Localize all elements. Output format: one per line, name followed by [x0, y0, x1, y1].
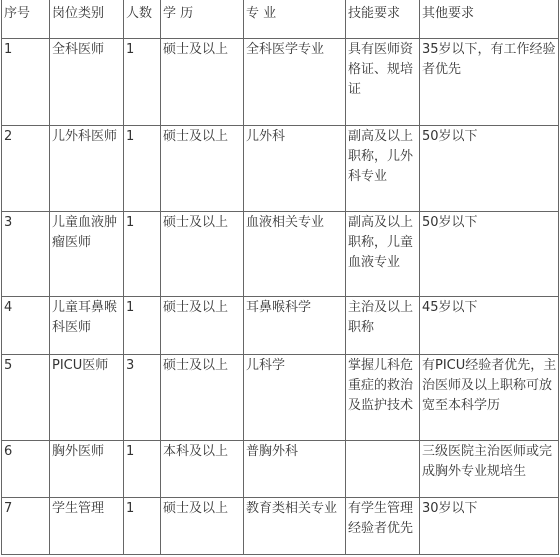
table-row — [2, 39, 559, 126]
recruitment-table — [1, 0, 559, 555]
cell-other: 45岁以下 — [420, 297, 559, 355]
cell-other: 50岁以下 — [420, 212, 559, 297]
cell-major: 耳鼻喉科学 — [244, 297, 346, 355]
cell-seq: 1 — [2, 39, 50, 126]
header-major: 专 业 — [244, 0, 346, 39]
table-row — [2, 498, 559, 555]
cell-skill — [346, 441, 420, 498]
cell-seq: 4 — [2, 297, 50, 355]
table-row — [2, 126, 559, 212]
cell-major: 普胸外科 — [244, 441, 346, 498]
cell-skill: 副高及以上职称，儿外科专业 — [346, 126, 420, 212]
cell-count: 1 — [124, 498, 161, 555]
cell-skill: 副高及以上职称，儿童血液专业 — [346, 212, 420, 297]
cell-edu: 硕士及以上 — [161, 355, 244, 441]
cell-post: 学生管理 — [50, 498, 124, 555]
header-edu: 学 历 — [161, 0, 244, 39]
header-skill: 技能要求 — [346, 0, 420, 39]
table-row — [2, 441, 559, 498]
cell-other: 50岁以下 — [420, 126, 559, 212]
cell-seq: 6 — [2, 441, 50, 498]
cell-major: 血液相关专业 — [244, 212, 346, 297]
cell-count: 1 — [124, 126, 161, 212]
cell-other: 35岁以下，有工作经验者优先 — [420, 39, 559, 126]
cell-seq: 3 — [2, 212, 50, 297]
cell-edu: 硕士及以上 — [161, 39, 244, 126]
cell-major: 儿外科 — [244, 126, 346, 212]
table-row — [2, 297, 559, 355]
cell-skill: 掌握儿科危重症的救治及监护技术 — [346, 355, 420, 441]
cell-skill: 有学生管理经验者优先 — [346, 498, 420, 555]
header-count: 人数 — [124, 0, 161, 39]
cell-major: 儿科学 — [244, 355, 346, 441]
header-post: 岗位类别 — [50, 0, 124, 39]
cell-other: 三级医院主治医师或完成胸外专业规培生 — [420, 441, 559, 498]
cell-post: 胸外医师 — [50, 441, 124, 498]
cell-count: 1 — [124, 212, 161, 297]
cell-skill: 具有医师资格证、规培证 — [346, 39, 420, 126]
cell-edu: 硕士及以上 — [161, 498, 244, 555]
table-row — [2, 355, 559, 441]
table-header-row — [2, 0, 559, 39]
cell-count: 3 — [124, 355, 161, 441]
cell-skill: 主治及以上职称 — [346, 297, 420, 355]
cell-post: 全科医师 — [50, 39, 124, 126]
cell-count: 1 — [124, 39, 161, 126]
cell-other: 有PICU经验者优先，主治医师及以上职称可放宽至本科学历 — [420, 355, 559, 441]
header-seq: 序号 — [2, 0, 50, 39]
table-row — [2, 212, 559, 297]
cell-other: 30岁以下 — [420, 498, 559, 555]
cell-major: 教育类相关专业 — [244, 498, 346, 555]
cell-count: 1 — [124, 441, 161, 498]
cell-edu: 硕士及以上 — [161, 126, 244, 212]
cell-seq: 7 — [2, 498, 50, 555]
cell-edu: 硕士及以上 — [161, 297, 244, 355]
cell-seq: 2 — [2, 126, 50, 212]
header-other: 其他要求 — [420, 0, 559, 39]
cell-post: 儿童血液肿瘤医师 — [50, 212, 124, 297]
cell-post: PICU医师 — [50, 355, 124, 441]
cell-major: 全科医学专业 — [244, 39, 346, 126]
cell-edu: 本科及以上 — [161, 441, 244, 498]
cell-seq: 5 — [2, 355, 50, 441]
cell-count: 1 — [124, 297, 161, 355]
cell-post: 儿童耳鼻喉科医师 — [50, 297, 124, 355]
cell-post: 儿外科医师 — [50, 126, 124, 212]
cell-edu: 硕士及以上 — [161, 212, 244, 297]
